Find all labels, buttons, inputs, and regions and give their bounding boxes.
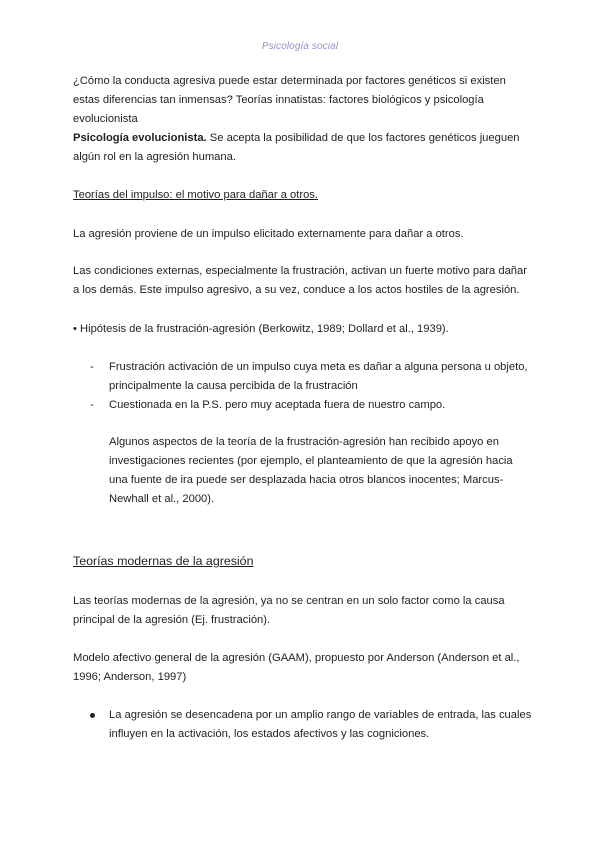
dash-marker: -	[90, 399, 94, 411]
intro-question: ¿Cómo la conducta agresiva puede estar determinada por factores genéticos si existen estas diferencias tan inmensas? Teorías innatistas: factores biológicos y psicología evolucionista	[73, 75, 506, 125]
dash-item-text: Cuestionada en la P.S. pero muy aceptada fuera de nuestro campo.	[109, 399, 446, 411]
bullet-list-item	[90, 706, 533, 744]
dash-marker: -	[90, 361, 94, 373]
dash-item-text: Frustración activación de un impulso cuya meta es dañar a alguna persona u objeto, principalmente la causa percibida de la frustración	[109, 361, 528, 392]
dash-list-item	[90, 358, 530, 396]
evolutionary-label: Psicología evolucionista.	[73, 132, 207, 144]
frustration-hypothesis: • Hipótesis de la frustración-agresión (Berkowitz, 1989; Dollard et al., 1939).	[73, 323, 449, 335]
evolutionary-text: Se acepta la posibilidad de que los factores genéticos jueguen algún rol en la agresión humana.	[73, 132, 520, 163]
bullet-dot	[90, 713, 95, 718]
impulse-paragraph-2: Las condiciones externas, especialmente la frustración, activan un fuerte motivo para dañar a los demás. Este impulso agresivo, a su vez, conduce a los actos hostiles de la agresión.	[73, 265, 527, 296]
page-header: Psicología social	[261, 41, 339, 52]
evolutionary-paragraph	[73, 129, 533, 167]
modern-paragraph-1: Las teorías modernas de la agresión, ya no se centran en un solo factor como la causa principal de la agresión (Ej. frustración).	[73, 595, 505, 626]
modern-theories-heading: Teorías modernas de la agresión	[73, 554, 254, 568]
bullet-item-text: La agresión se desencadena por un amplio rango de variables de entrada, las cuales influyen en la activación, los estados afectivos y las cogniciones.	[109, 709, 532, 740]
impulse-paragraph-1: La agresión proviene de un impulso elicitado externamente para dañar a otros.	[73, 228, 464, 240]
frustration-support-paragraph: Algunos aspectos de la teoría de la frustración-agresión han recibido apoyo en investigaciones recientes (por ejemplo, el planteamiento de que la agresión hacia una fuente de ira puede ser desplazada hacia otros blancos inocentes; Marcus-Newhall et al., 2000).	[109, 436, 513, 505]
gaam-paragraph: Modelo afectivo general de la agresión (GAAM), propuesto por Anderson (Anderson et al., 1996; Anderson, 1997)	[73, 652, 520, 683]
dash-list-item	[90, 396, 530, 415]
impulse-heading: Teorías del impulso: el motivo para dañar a otros.	[73, 189, 319, 201]
